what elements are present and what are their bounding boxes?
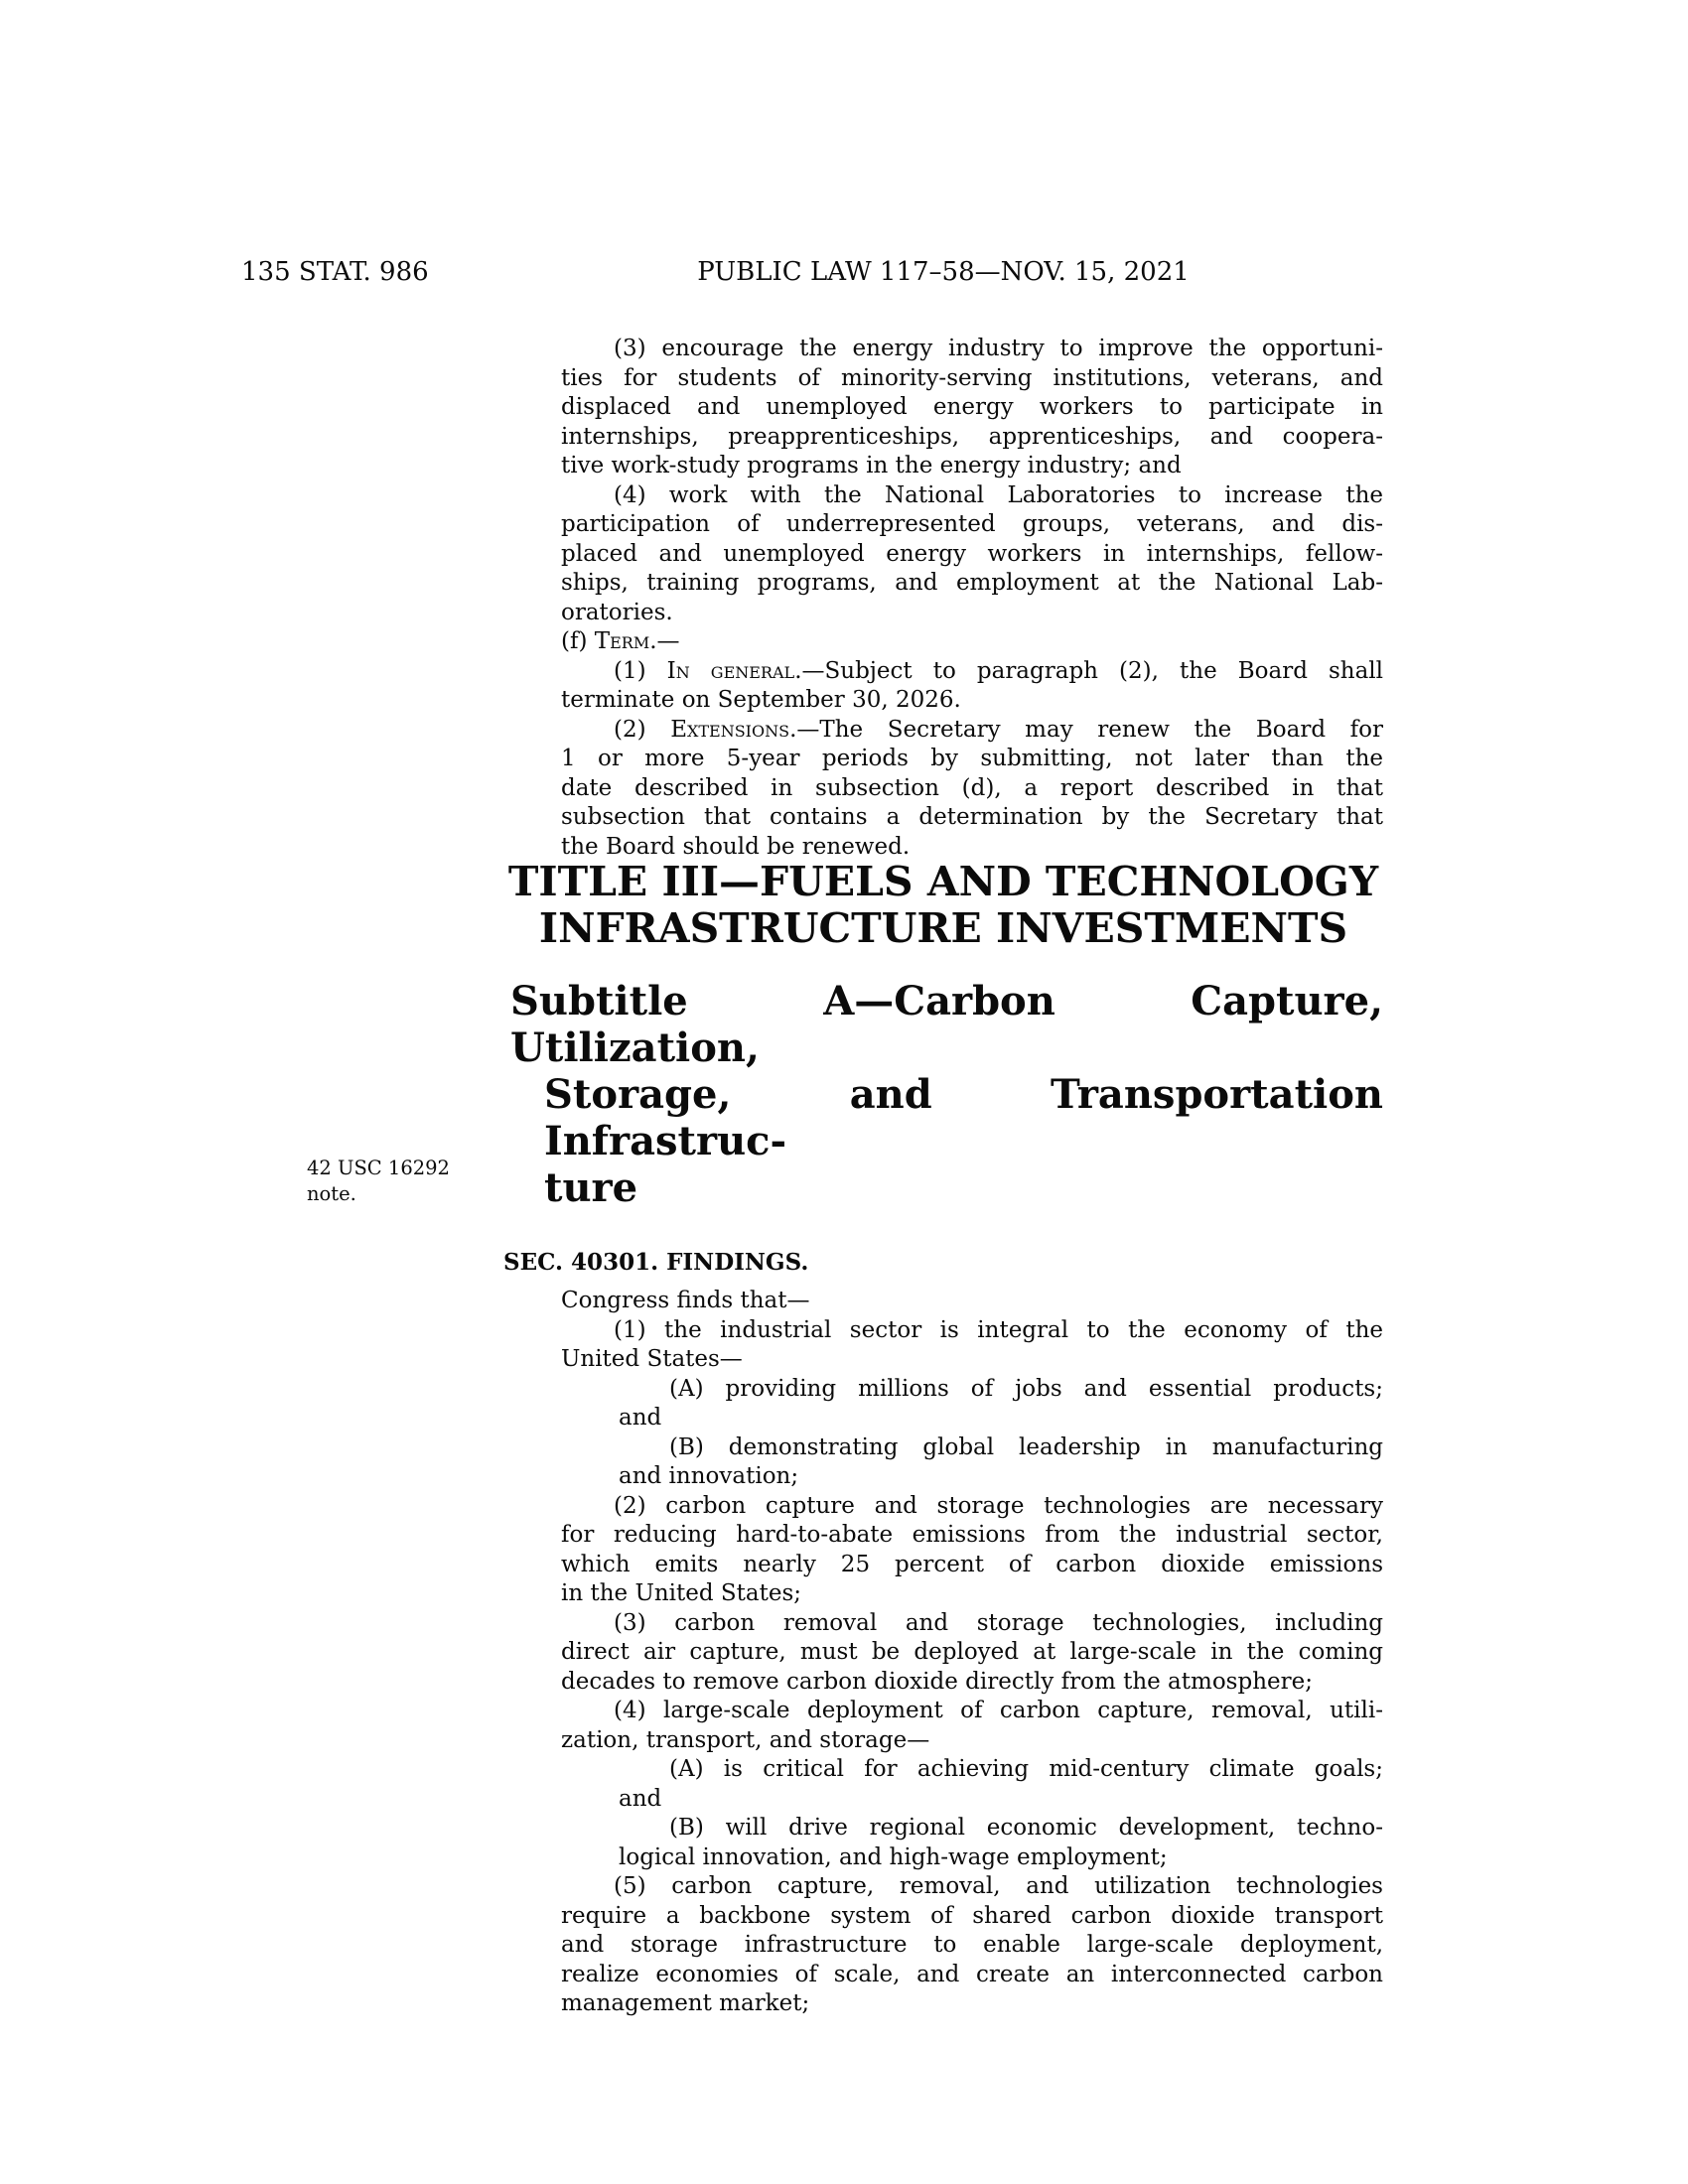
text-line: and [619,1785,662,1812]
text-line: TITLE III—FUELS AND TECHNOLOGY [507,858,1379,905]
text-line: INFRASTRUCTURE INVESTMENTS [538,904,1348,952]
text-line: management market; [561,1990,810,2016]
law-header: PUBLIC LAW 117–58—NOV. 15, 2021 [697,257,1190,287]
text-line: decades to remove carbon dioxide directly from the atmosphere; [561,1668,1313,1695]
text-line: (3) encourage the energy industry to improve the opportuni- [614,336,1383,361]
stat-page-number: 135 STAT. 986 [241,257,429,287]
text-line: and storage infrastructure to enable large-scale deployment, [561,1932,1383,1958]
text-line: (A) providing millions of jobs and essential products; [669,1375,1383,1402]
text-line: placed and unemployed energy workers in internships, fellow- [561,540,1383,567]
section-heading: SEC. 40301. FINDINGS. [503,1249,809,1276]
text-line: Congress finds that— [561,1288,810,1313]
text-line: logical innovation, and high-wage employment; [619,1843,1168,1870]
text-line: subsection that contains a determination by the Secretary that [561,804,1383,830]
text-line: in the United States; [561,1580,802,1606]
text-line: date described in subsection (d), a report described in that [561,774,1383,801]
text-line: ties for students of minority-serving institutions, veterans, and [561,364,1383,391]
text-line: United States— [561,1346,743,1372]
text-line: direct air capture, must be deployed at large-scale in the coming [561,1639,1383,1665]
text-line: (B) demonstrating global leadership in manufacturing [669,1433,1383,1460]
text-line: internships, preapprenticeships, apprenticeships, and coopera- [561,423,1383,450]
title-heading [503,859,1383,952]
text-line: Subtitle A—Carbon Capture, Utilization, [510,978,1383,1071]
text-line: (4) large-scale deployment of carbon capture, removal, utili- [614,1698,1383,1723]
text-line: (f) Term.— [561,628,680,654]
text-line: displaced and unemployed energy workers to participate in [561,394,1383,420]
text-line: and innovation; [619,1463,799,1489]
text-line: (B) will drive regional economic development, techno- [669,1815,1383,1841]
text-line: which emits nearly 25 percent of carbon dioxide emissions [561,1551,1383,1577]
text-line: (4) work with the National Laboratories to increase the [614,481,1383,508]
text-line: terminate on September 30, 2026. [561,687,961,713]
text-line: participation of underrepresented groups, veterans, and dis- [561,511,1383,537]
text-line: oratories. [561,599,673,625]
text-line: ships, training programs, and employment at the National Lab- [561,570,1383,596]
text-line: the Board should be renewed. [561,833,911,860]
margin-note [307,1156,495,1207]
text-line: (A) is critical for achieving mid-century climate goals; [669,1756,1383,1782]
subtitle-heading [503,978,1383,1211]
text-line: require a backbone system of shared carbon dioxide transport [561,1902,1383,1929]
margin-note-citation: 42 USC 16292 [307,1157,450,1179]
text-line: and [619,1405,662,1431]
text-line: (2) Extensions.—The Secretary may renew the Board for [614,716,1383,743]
text-line: tive work-study programs in the energy industry; and [561,453,1182,478]
text-line: 1 or more 5-year periods by submitting, not later than the [561,746,1383,771]
text-line: zation, transport, and storage— [561,1726,930,1753]
text-line: (2) carbon capture and storage technologies are necessary [614,1492,1383,1519]
text-line: for reducing hard-to-abate emissions from the industrial sector, [561,1522,1383,1548]
text-line: (5) carbon capture, removal, and utilization technologies [614,1873,1383,1899]
findings-text [503,1287,1383,2019]
margin-note-note: note. [307,1182,356,1205]
text-column [503,335,1383,2019]
text-line: ture [544,1164,638,1211]
text-line: (1) the industrial sector is integral to the economy of the [614,1316,1383,1343]
text-line: Storage, and Transportation Infrastruc- [544,1071,1383,1164]
text-line: (3) carbon removal and storage technologies, including [614,1609,1383,1636]
text-line: realize economies of scale, and create an interconnected carbon [561,1961,1383,1987]
text-line: (1) In general.—Subject to paragraph (2), the Board shall [614,657,1384,684]
subsection-text [503,335,1383,862]
